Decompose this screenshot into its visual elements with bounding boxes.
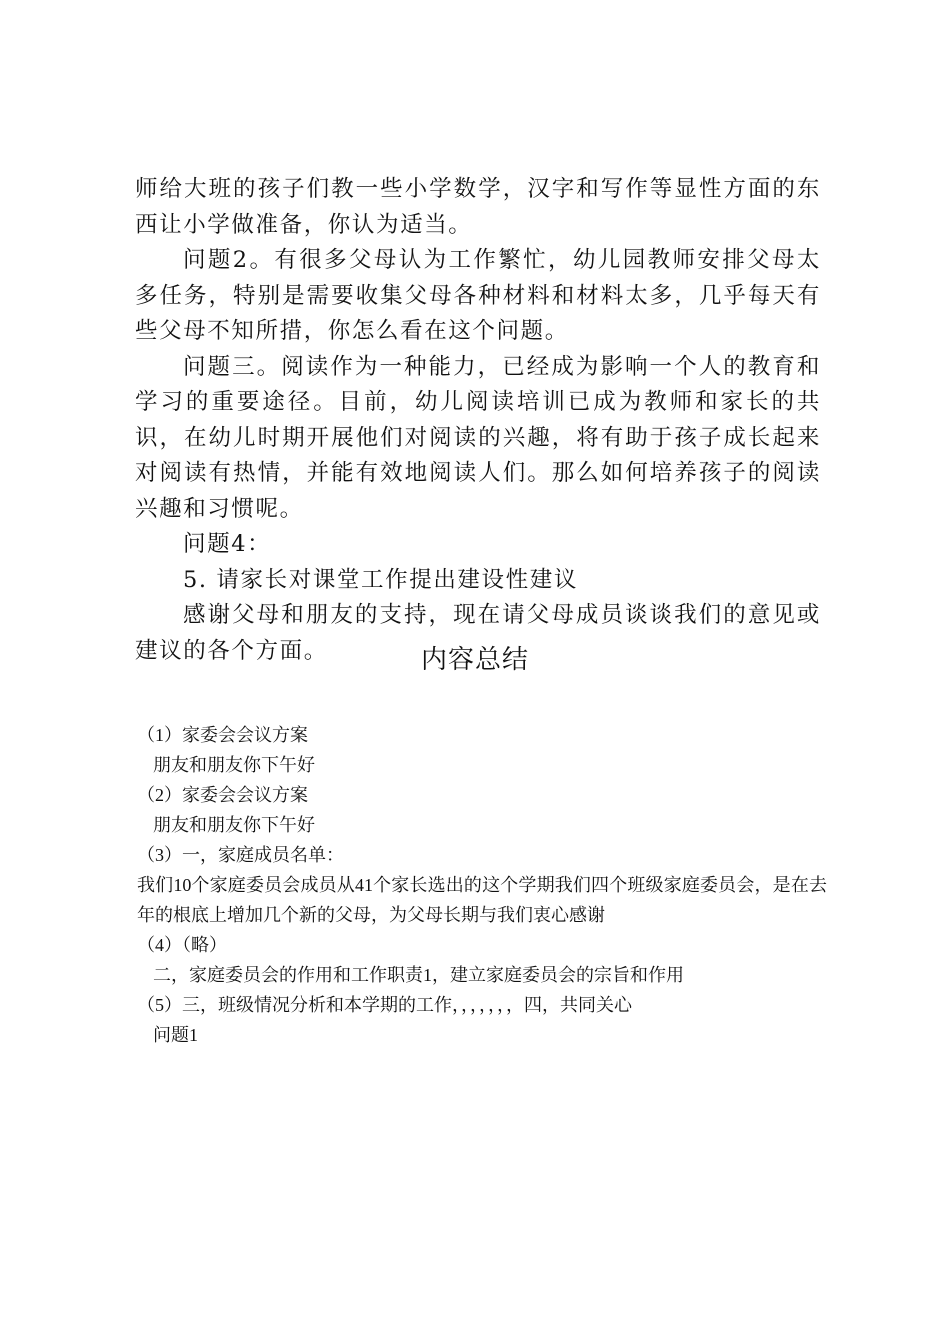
summary-line: 朋友和朋友你下午好 xyxy=(153,815,315,835)
paragraph-item-5: 5. 请家长对课堂工作提出建设性建议 xyxy=(183,566,578,593)
summary-line: （4）（略） xyxy=(137,935,227,955)
summary-list xyxy=(137,720,827,1050)
summary-line: 问题1 xyxy=(153,1025,198,1045)
summary-line: （5）三，班级情况分析和本学期的工作，，，，，，，四，共同关心 xyxy=(137,995,632,1015)
summary-line: （1）家委会会议方案 xyxy=(137,725,308,745)
summary-line: （3）一，家庭成员名单： xyxy=(137,845,344,865)
document-body xyxy=(135,172,821,669)
summary-line: 二，家庭委员会的作用和工作职责1，建立家庭委员会的宗旨和作用 xyxy=(153,965,684,985)
paragraph-question-2: 问题2。有很多父母认为工作繁忙，幼儿园教师安排父母太多任务，特别是需要收集父母各种材料和材料太多，几乎每天有些父母不知所措，你怎么看在这个问题。 xyxy=(135,247,821,344)
paragraph-thanks: 感谢父母和朋友的支持，现在请父母成员谈谈我们的意见或建议的各个方面。 xyxy=(135,602,821,664)
summary-line: （2）家委会会议方案 xyxy=(137,785,308,805)
paragraph-question-4: 问题4： xyxy=(183,531,272,557)
paragraph: 师给大班的孩子们教一些小学数学，汉字和写作等显性方面的东西让小学做准备，你认为适当。 xyxy=(135,176,821,238)
paragraph-question-3: 问题三。阅读作为一种能力，已经成为影响一个人的教育和学习的重要途径。目前，幼儿阅读培训已成为教师和家长的共识，在幼儿时期开展他们对阅读的兴趣，将有助于孩子成长起来对阅读有热情，并能有效地阅读人们。那么如何培养孩子的阅读兴趣和习惯呢。 xyxy=(135,353,821,522)
summary-line: 我们10个家庭委员会成员从41个家长选出的这个学期我们四个班级家庭委员会，是在去年的根底上增加几个新的父母，为父母长期与我们衷心感谢 xyxy=(137,875,827,925)
summary-line: 朋友和朋友你下午好 xyxy=(153,755,315,775)
summary-title: 内容总结 xyxy=(420,645,529,675)
